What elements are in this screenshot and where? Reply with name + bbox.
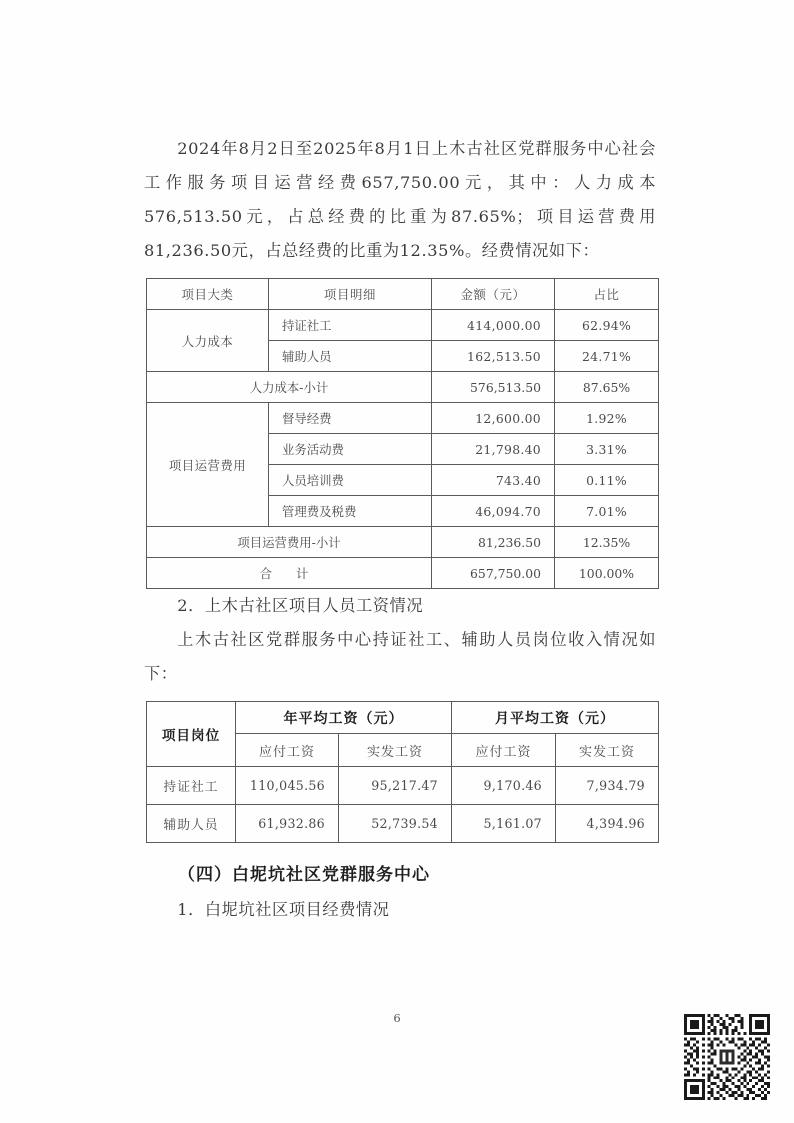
col-header-monthly-actual: 实发工资 (556, 734, 659, 767)
cell-monthly-actual: 4,394.96 (556, 805, 659, 843)
cell-detail: 督导经费 (269, 403, 432, 434)
cell-amount: 46,094.70 (432, 496, 555, 527)
cell-subtotal-label: 人力成本-小计 (147, 372, 432, 403)
cell-subtotal-amount: 576,513.50 (432, 372, 555, 403)
cell-annual-payable: 61,932.86 (236, 805, 339, 843)
col-header-detail: 项目明细 (269, 279, 432, 310)
paragraph-wage-intro: 上木古社区党群服务中心持证社工、辅助人员岗位收入情况如下： (144, 630, 656, 683)
col-header-ratio: 占比 (555, 279, 659, 310)
cell-detail: 业务活动费 (269, 434, 432, 465)
table-row (147, 403, 659, 434)
subsection-heading-wages: 2．上木古社区项目人员工资情况 (177, 596, 424, 615)
table-row (147, 805, 659, 843)
cell-total-amount: 657,750.00 (432, 558, 555, 589)
col-header-category: 项目大类 (147, 279, 269, 310)
cell-annual-actual: 95,217.47 (339, 767, 452, 805)
cell-position: 辅助人员 (147, 805, 236, 843)
wage-table-body (147, 702, 659, 843)
document-content (144, 132, 656, 927)
cell-annual-actual: 52,739.54 (339, 805, 452, 843)
cell-amount: 21,798.40 (432, 434, 555, 465)
cell-ratio: 62.94% (555, 310, 659, 341)
expense-table-head (147, 279, 659, 310)
cell-subtotal-amount: 81,236.50 (432, 527, 555, 558)
cell-detail: 辅助人员 (269, 341, 432, 372)
cell-monthly-actual: 7,934.79 (556, 767, 659, 805)
cell-total-ratio: 100.00% (555, 558, 659, 589)
cell-monthly-payable: 5,161.07 (452, 805, 556, 843)
wage-summary-table (146, 701, 659, 843)
paragraph-funding-overview: 2024年8月2日至2025年8月1日上木古社区党群服务中心社会工作服务项目运营经费657,750.00元，其中：人力成本576,513.50元，占总经费的比重为87.65%；项目运营费用81,236.50元，占总经费的比重为12.35%。经费情况如下： (144, 139, 656, 260)
table-row (147, 767, 659, 805)
table-row-subtotal (147, 372, 659, 403)
cell-detail: 人员培训费 (269, 465, 432, 496)
cell-annual-payable: 110,045.56 (236, 767, 339, 805)
qr-code-icon (684, 1014, 770, 1100)
col-header-annual-wage: 年平均工资（元） (236, 702, 452, 734)
cell-category-labor: 人力成本 (147, 310, 269, 372)
cell-detail: 持证社工 (269, 310, 432, 341)
cell-amount: 162,513.50 (432, 341, 555, 372)
col-header-monthly-payable: 应付工资 (452, 734, 556, 767)
col-header-monthly-wage: 月平均工资（元） (452, 702, 659, 734)
subsection-heading-bainikeng-funding: 1．白坭坑社区项目经费情况 (177, 900, 390, 919)
col-header-amount: 金额（元） (432, 279, 555, 310)
cell-ratio: 7.01% (555, 496, 659, 527)
qr-code-stamp (684, 1014, 770, 1100)
page-number: 6 (393, 1011, 401, 1025)
cell-amount: 12,600.00 (432, 403, 555, 434)
table-row-total (147, 558, 659, 589)
expense-table-body (147, 310, 659, 589)
table-row-subtotal (147, 527, 659, 558)
col-header-annual-payable: 应付工资 (236, 734, 339, 767)
cell-subtotal-label: 项目运营费用-小计 (147, 527, 432, 558)
col-header-annual-actual: 实发工资 (339, 734, 452, 767)
cell-monthly-payable: 9,170.46 (452, 767, 556, 805)
cell-category-operating: 项目运营费用 (147, 403, 269, 527)
wage-header-row-major (147, 702, 659, 734)
cell-detail: 管理费及税费 (269, 496, 432, 527)
cell-ratio: 1.92% (555, 403, 659, 434)
col-header-position: 项目岗位 (147, 702, 236, 767)
cell-ratio: 3.31% (555, 434, 659, 465)
cell-amount: 743.40 (432, 465, 555, 496)
cell-ratio: 24.71% (555, 341, 659, 372)
section-heading-bainikeng: （四）白坭坑社区党群服务中心 (178, 865, 430, 885)
cell-ratio: 0.11% (555, 465, 659, 496)
expense-breakdown-table (146, 278, 659, 589)
table-row (147, 310, 659, 341)
table-header-row (147, 279, 659, 310)
cell-total-label: 合 计 (147, 558, 432, 589)
cell-subtotal-ratio: 12.35% (555, 527, 659, 558)
cell-position: 持证社工 (147, 767, 236, 805)
cell-amount: 414,000.00 (432, 310, 555, 341)
cell-subtotal-ratio: 87.65% (555, 372, 659, 403)
